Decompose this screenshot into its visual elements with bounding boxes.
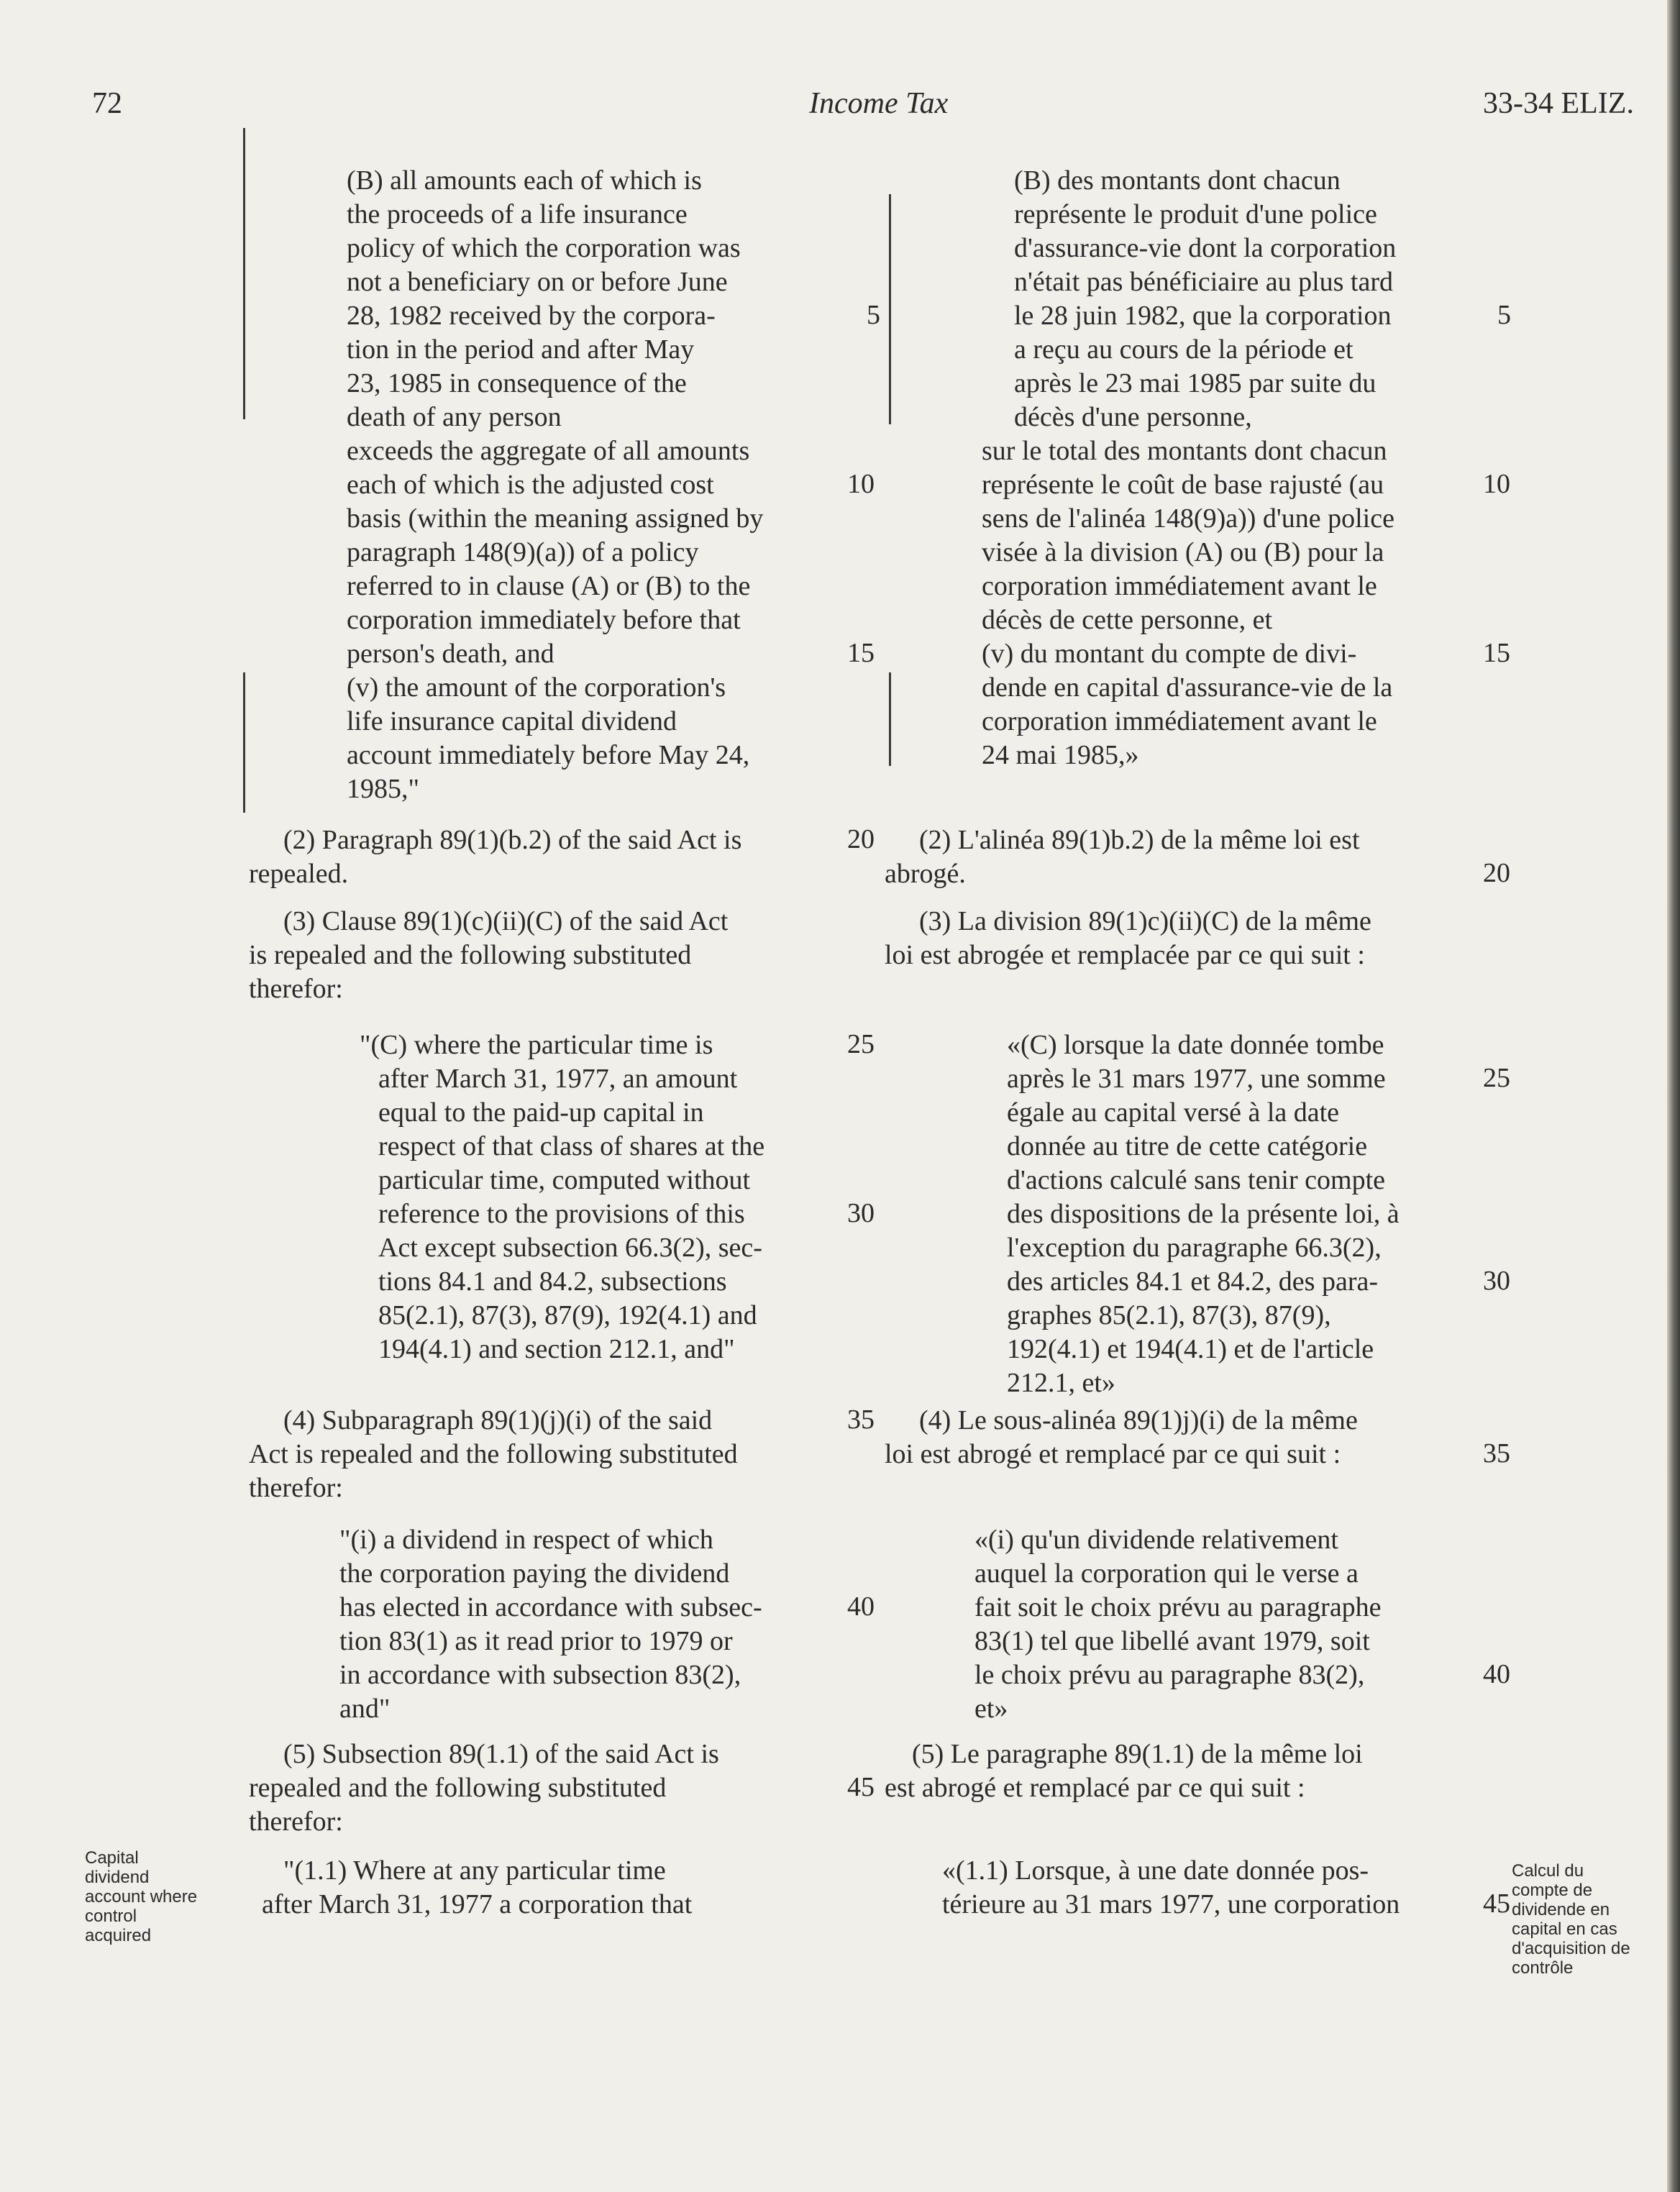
line-number: 35 <box>847 1405 875 1435</box>
margin-note-line: Calcul du <box>1512 1861 1584 1881</box>
text-line: après le 23 mai 1985 par suite du <box>1014 368 1377 398</box>
text-line: (4) Subparagraph 89(1)(j)(i) of the said <box>283 1405 713 1435</box>
text-line: repealed. <box>249 859 349 889</box>
text-line: après le 31 mars 1977, une somme <box>1007 1064 1386 1094</box>
text-line: «(1.1) Lorsque, à une date donnée pos- <box>942 1855 1369 1886</box>
margin-note-line: dividend <box>85 1868 150 1887</box>
line-number: 35 <box>1483 1438 1510 1469</box>
line-number: 15 <box>1483 638 1510 668</box>
page-edge-shadow <box>1667 0 1680 2192</box>
text-line: sur le total des montants dont chacun <box>982 436 1387 466</box>
text-line: and" <box>339 1694 391 1724</box>
line-number: 20 <box>847 824 875 854</box>
text-line: égale au capital versé à la date <box>1007 1097 1340 1128</box>
text-line: respect of that class of shares at the <box>378 1131 765 1161</box>
text-line: life insurance capital dividend <box>347 706 677 736</box>
text-line: (v) du montant du compte de divi- <box>982 639 1357 669</box>
text-line: graphes 85(2.1), 87(3), 87(9), <box>1007 1300 1331 1330</box>
text-line: reference to the provisions of this <box>378 1199 745 1229</box>
session-label: 33-34 ELIZ. <box>1483 87 1634 120</box>
margin-note-line: compte de <box>1512 1881 1593 1900</box>
text-line: particular time, computed without <box>378 1165 751 1195</box>
text-line: (5) Le paragraphe 89(1.1) de la même loi <box>912 1739 1363 1769</box>
text-line: donnée au titre de cette catégorie <box>1007 1131 1368 1161</box>
text-line: after March 31, 1977 a corporation that <box>262 1889 693 1919</box>
text-line: in accordance with subsection 83(2), <box>339 1660 741 1690</box>
text-line: tion in the period and after May <box>347 334 695 365</box>
margin-note-line: d'acquisition de <box>1512 1939 1630 1958</box>
text-line: corporation immediately before that <box>347 605 741 635</box>
margin-note-line: contrôle <box>1512 1958 1574 1978</box>
text-line: the corporation paying the dividend <box>339 1558 730 1589</box>
text-line: (v) the amount of the corporation's <box>347 672 726 703</box>
text-line: décès d'une personne, <box>1014 402 1252 432</box>
text-line: (3) Clause 89(1)(c)(ii)(C) of the said Act <box>283 906 729 936</box>
text-line: (4) Le sous-alinéa 89(1)j)(i) de la même <box>919 1405 1358 1435</box>
margin-note-line: capital en cas <box>1512 1919 1617 1939</box>
text-line: l'exception du paragraphe 66.3(2), <box>1007 1233 1382 1263</box>
text-line: représente le coût de base rajusté (au <box>982 470 1384 500</box>
text-line: therefor: <box>249 974 343 1004</box>
text-line: corporation immédiatement avant le <box>982 706 1377 736</box>
text-line: account immediately before May 24, <box>347 740 750 770</box>
text-line: a reçu au cours de la période et <box>1014 334 1353 365</box>
margin-note-line: Capital <box>85 1848 139 1868</box>
text-line: térieure au 31 mars 1977, une corporation <box>942 1889 1400 1919</box>
text-line: décès de cette personne, et <box>982 605 1273 635</box>
text-line: représente le produit d'une police <box>1014 199 1377 229</box>
text-line: referred to in clause (A) or (B) to the <box>347 571 751 601</box>
text-line: after March 31, 1977, an amount <box>378 1064 738 1094</box>
text-line: therefor: <box>249 1473 343 1503</box>
text-line: paragraph 148(9)(a)) of a policy <box>347 537 699 567</box>
text-line: policy of which the corporation was <box>347 233 741 263</box>
line-number: 25 <box>1483 1063 1510 1093</box>
line-number: 10 <box>847 469 875 499</box>
text-line: tion 83(1) as it read prior to 1979 or <box>339 1626 733 1656</box>
text-line: est abrogé et remplacé par ce qui suit : <box>885 1773 1305 1803</box>
line-number: 15 <box>847 638 875 668</box>
text-line: sens de l'alinéa 148(9)a)) d'une police <box>982 503 1394 534</box>
text-line: basis (within the meaning assigned by <box>347 503 764 534</box>
text-line: «(i) qu'un dividende relativement <box>974 1525 1338 1555</box>
text-line: des dispositions de la présente loi, à <box>1007 1199 1400 1229</box>
text-line: et» <box>974 1694 1008 1724</box>
text-line: Act is repealed and the following substituted <box>249 1439 738 1469</box>
text-line: (3) La division 89(1)c)(ii)(C) de la même <box>919 906 1371 936</box>
text-line: is repealed and the following substituted <box>249 940 692 970</box>
line-number: 10 <box>1483 469 1510 499</box>
text-line: dende en capital d'assurance-vie de la <box>982 672 1393 703</box>
text-line: tions 84.1 and 84.2, subsections <box>378 1266 727 1297</box>
text-line: (B) des montants dont chacun <box>1014 165 1341 196</box>
text-line: (2) L'alinéa 89(1)b.2) de la même loi est <box>919 825 1360 855</box>
margin-note-line: acquired <box>85 1926 152 1945</box>
text-line: exceeds the aggregate of all amounts <box>347 436 750 466</box>
text-line: 194(4.1) and section 212.1, and" <box>378 1334 735 1364</box>
text-line: visée à la division (A) ou (B) pour la <box>982 537 1384 567</box>
revision-bar <box>889 672 891 766</box>
text-line: Act except subsection 66.3(2), sec- <box>378 1233 762 1263</box>
text-line: 1985," <box>347 774 420 804</box>
revision-bar <box>243 672 245 813</box>
text-line: "(i) a dividend in respect of which <box>339 1525 713 1555</box>
text-line: des articles 84.1 et 84.2, des para- <box>1007 1266 1378 1297</box>
text-line: fait soit le choix prévu au paragraphe <box>974 1592 1382 1622</box>
text-line: corporation immédiatement avant le <box>982 571 1377 601</box>
text-line: equal to the paid-up capital in <box>378 1097 704 1128</box>
text-line: death of any person <box>347 402 562 432</box>
margin-note-line: account where <box>85 1887 198 1906</box>
text-line: (2) Paragraph 89(1)(b.2) of the said Act is <box>283 825 742 855</box>
text-line: 85(2.1), 87(3), 87(9), 192(4.1) and <box>378 1300 757 1330</box>
text-line: person's death, and <box>347 639 554 669</box>
line-number: 20 <box>1483 858 1510 888</box>
text-line: loi est abrogé et remplacé par ce qui suit : <box>885 1439 1341 1469</box>
margin-note-line: control <box>85 1906 137 1926</box>
text-line: le 28 juin 1982, que la corporation <box>1014 301 1392 331</box>
line-number: 30 <box>1483 1266 1510 1296</box>
revision-bar <box>243 128 245 419</box>
text-line: d'actions calculé sans tenir compte <box>1007 1165 1385 1195</box>
text-line: the proceeds of a life insurance <box>347 199 688 229</box>
text-line: d'assurance-vie dont la corporation <box>1014 233 1397 263</box>
line-number: 25 <box>847 1029 875 1059</box>
line-number: 45 <box>1483 1889 1510 1919</box>
text-line: "(1.1) Where at any particular time <box>283 1855 666 1886</box>
line-number: 30 <box>847 1198 875 1228</box>
text-line: 83(1) tel que libellé avant 1979, soit <box>974 1626 1370 1656</box>
text-line: "(C) where the particular time is <box>360 1030 713 1060</box>
text-line: (5) Subsection 89(1.1) of the said Act is <box>283 1739 719 1769</box>
text-line: loi est abrogée et remplacée par ce qui suit : <box>885 940 1365 970</box>
line-number: 5 <box>1497 300 1511 330</box>
text-line: 28, 1982 received by the corpora- <box>347 301 716 331</box>
text-line: n'était pas bénéficiaire au plus tard <box>1014 267 1394 297</box>
text-line: (B) all amounts each of which is <box>347 165 702 196</box>
text-line: «(C) lorsque la date donnée tombe <box>1007 1030 1384 1060</box>
text-line: therefor: <box>249 1807 343 1837</box>
text-line: repealed and the following substituted <box>249 1773 667 1803</box>
text-line: each of which is the adjusted cost <box>347 470 714 500</box>
margin-note-left <box>85 1848 197 1945</box>
text-line: le choix prévu au paragraphe 83(2), <box>974 1660 1365 1690</box>
line-number: 40 <box>847 1592 875 1622</box>
text-line: auquel la corporation qui le verse a <box>974 1558 1359 1589</box>
line-number: 40 <box>1483 1659 1510 1689</box>
text-line: 23, 1985 in consequence of the <box>347 368 687 398</box>
text-line: 24 mai 1985,» <box>982 740 1139 770</box>
running-title: Income Tax <box>809 87 949 120</box>
revision-bar <box>889 194 891 424</box>
margin-note-line: dividende en <box>1512 1900 1610 1919</box>
text-line: has elected in accordance with subsec- <box>339 1592 762 1622</box>
text-line: abrogé. <box>885 859 966 889</box>
line-number: 45 <box>847 1772 875 1802</box>
margin-note-right <box>1512 1861 1630 1978</box>
line-number: 5 <box>867 300 880 330</box>
text-line: 192(4.1) et 194(4.1) et de l'article <box>1007 1334 1374 1364</box>
page-number: 72 <box>92 87 122 120</box>
text-line: 212.1, et» <box>1007 1368 1115 1398</box>
text-line: not a beneficiary on or before June <box>347 267 728 297</box>
